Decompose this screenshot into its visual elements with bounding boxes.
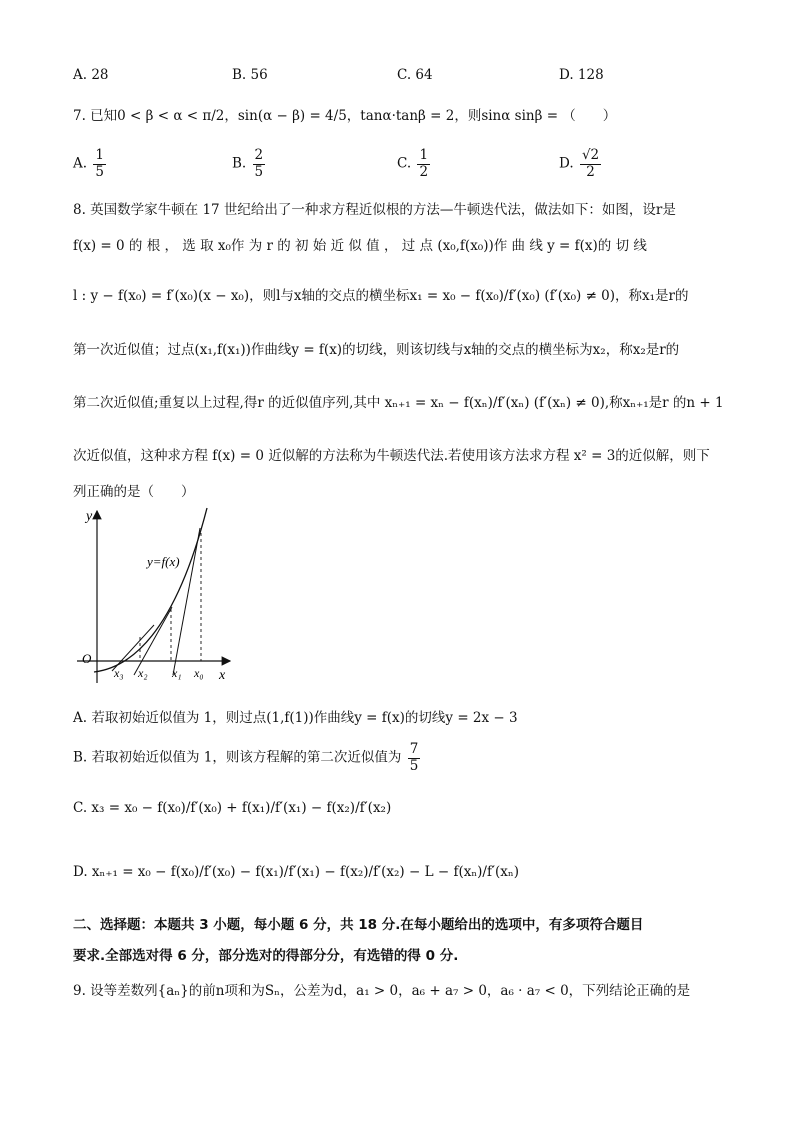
q7-option-d-fraction [580,148,601,180]
q8-option-b-fraction [408,742,421,774]
q8-option-c: C. x₃ = x₀ − f(x₀)/f′(x₀) + f(x₁)/f′(x₁) − f(x₂)/f′(x₂) [73,800,392,816]
q8-option-b [73,742,422,774]
q7-option-b-label: B. [232,155,247,172]
tangent-at-x0 [173,528,200,675]
q7-option-d-label: D. [559,155,574,172]
tick-x3: x₃ [114,666,124,680]
q7-b-num: 2 [254,147,264,163]
q7-option-c [397,148,432,180]
q7-option-a-label: A. [73,155,88,172]
tick-x0: x₀ [194,666,204,680]
q7-b-den: 5 [254,163,264,180]
q6-option-d: D. 128 [559,67,604,83]
q6-option-a: A. 28 [73,67,109,83]
q8-line-6: 次近似值，这种求方程 f(x) = 0 近似解的方法称为牛顿迭代法.若使用该方法求方程 x² = 3的近似解，则下 [73,448,710,464]
q8-line-3: l : y − f(x₀) = f′(x₀)(x − x₀)，则l与x轴的交点的横坐标x₁ = x₀ − f(x₀)/f′(x₀) (f′(x₀) ≠ 0)，称x₁是r的 [73,288,689,304]
q8-line-1: 8. 英国数学家牛顿在 17 世纪给出了一种求方程近似根的方法—牛顿迭代法，做法如下：如图，设r是 [73,202,676,218]
q8-option-a: A. 若取初始近似值为 1，则过点(1,f(1))作曲线y = f(x)的切线y = 2x − 3 [73,710,518,726]
tangent-at-x2 [112,625,154,671]
q8-line-5: 第二次近似值;重复以上过程,得r 的近似值序列,其中 xₙ₊₁ = xₙ − f(xₙ)/f′(xₙ) (f′(xₙ) ≠ 0),称xₙ₊₁是r 的n + 1 [73,395,724,411]
q9-stem: 9. 设等差数列{aₙ}的前n项和为Sₙ，公差为d，a₁ > 0，a₆ + a₇ > 0，a₆ · a₇ < 0，下列结论正确的是 [73,983,691,999]
q6-option-b: B. 56 [232,67,268,83]
curve-fx [94,508,207,672]
q7-d-num: √2 [581,147,600,163]
tick-x1: x₁ [172,666,182,680]
q7-option-b [232,148,267,180]
origin-label: O [82,651,92,666]
q7-stem: 7. 已知0 < β < α < π/2，sin(α − β) = 4/5，tanα·tanβ = 2，则sinα sinβ = （ ） [73,108,617,124]
q8-option-d: D. xₙ₊₁ = x₀ − f(x₀)/f′(x₀) − f(x₁)/f′(x₁) − f(x₂)/f′(x₂) − L − f(xₙ)/f′(xₙ) [73,864,520,880]
newton-iteration-figure [72,503,242,688]
q7-option-c-fraction [417,148,430,180]
q7-a-num: 1 [95,147,104,163]
curve-label: y=f(x) [147,554,180,569]
q7-a-den: 5 [95,163,104,180]
q8-line-2: f(x) = 0 的 根 ， 选 取 x₀作 为 r 的 初 始 近 似 值 ， 过 点 (x₀,f(x₀))作 曲 线 y = f(x)的 切 线 [73,238,647,254]
q7-option-a-fraction [93,148,106,180]
q7-option-b-fraction [253,148,266,180]
q7-option-c-label: C. [397,155,412,172]
q8-b-den: 5 [409,757,419,774]
q7-option-a [73,148,108,180]
tick-x2: x₂ [138,666,148,680]
q7-c-den: 2 [419,163,429,180]
q8-option-b-text: B. 若取初始近似值为 1，则该方程解的第二次近似值为 [73,749,402,766]
q7-option-d [559,148,603,180]
q8-b-num: 7 [409,741,419,757]
q6-option-c: C. 64 [397,67,433,83]
x-axis-label: x [219,668,226,683]
section-2-heading-line-1: 二、选择题：本题共 3 小题，每小题 6 分，共 18 分.在每小题给出的选项中，有多项符合题目 [73,917,644,933]
y-axis-label: y [86,509,93,524]
q7-c-num: 1 [419,147,429,163]
section-2-heading-line-2: 要求.全部选对得 6 分，部分选对的得部分分，有选错的得 0 分. [73,948,459,964]
q8-line-4: 第一次近似值；过点(x₁,f(x₁))作曲线y = f(x)的切线，则该切线与x轴的交点的横坐标为x₂，称x₂是r的 [73,342,680,358]
q7-d-den: 2 [586,163,595,180]
q8-line-7: 列正确的是（ ） [73,484,195,500]
